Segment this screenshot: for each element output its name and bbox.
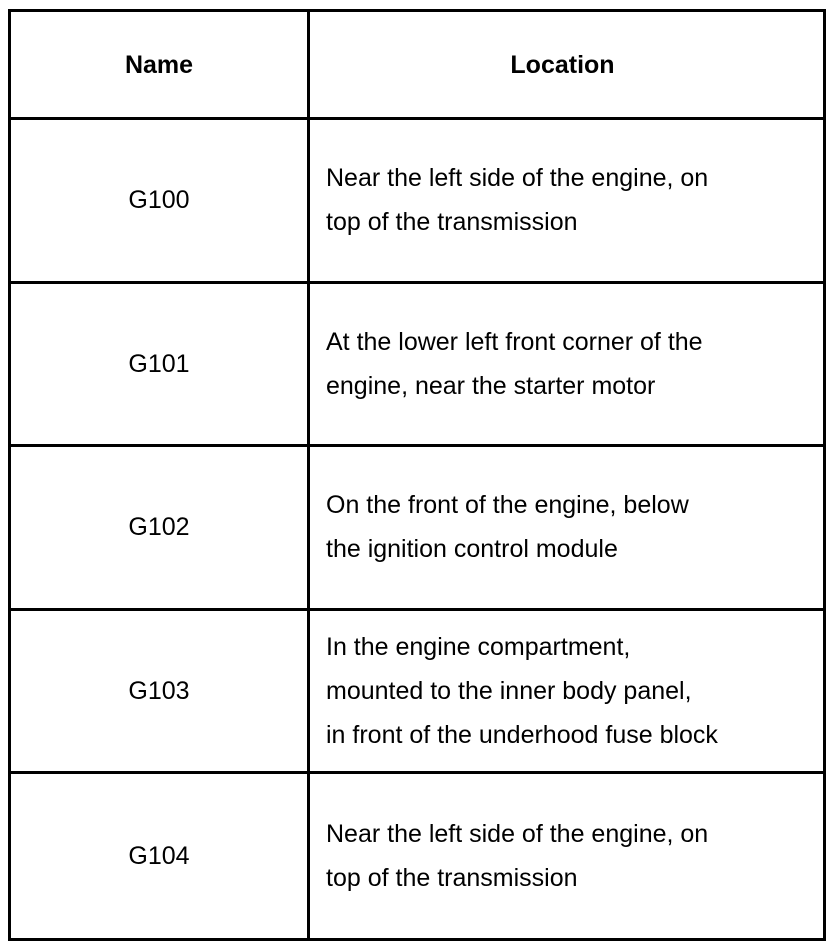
- column-header-name: Name: [11, 12, 310, 120]
- table-cell-name: G100: [11, 120, 310, 284]
- column-header-location: Location: [310, 12, 823, 120]
- table-cell-name: G101: [11, 284, 310, 448]
- table-cell-location: At the lower left front corner of the engine, near the starter motor: [310, 284, 823, 448]
- table-cell-location: Near the left side of the engine, on top of the transmission: [310, 120, 823, 284]
- table-cell-name: G104: [11, 774, 310, 938]
- table-cell-name: G102: [11, 447, 310, 611]
- table-cell-location: Near the left side of the engine, on top of the transmission: [326, 820, 709, 893]
- table-cell-location: On the front of the engine, below the ignition control module: [310, 447, 823, 611]
- ground-locations-table: [8, 9, 826, 941]
- table-cell-location: In the engine compartment, mounted to the inner body panel, in front of the underhood fuse block: [310, 611, 823, 775]
- table-cell-name: G103: [11, 611, 310, 775]
